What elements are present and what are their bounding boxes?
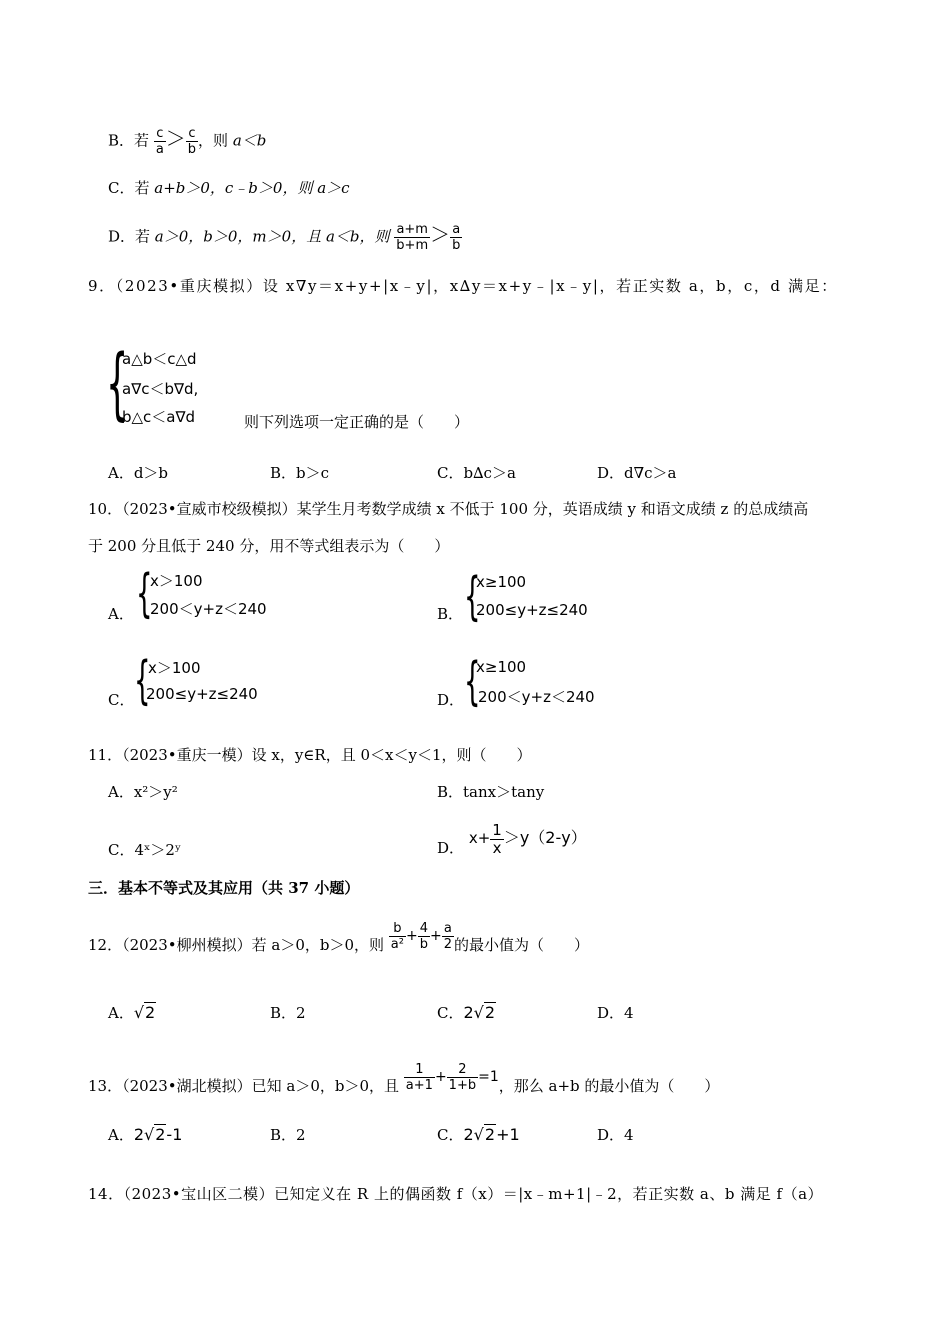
q11-option-b: B．tanx＞tany	[437, 783, 545, 801]
q10-system-c: { x＞100 200≤y+z≤240	[134, 651, 258, 711]
q11-option-a: A．x²＞y²	[108, 783, 178, 801]
q13-option-c: C．2√2+1	[437, 1125, 520, 1144]
brace-icon: {	[106, 339, 129, 429]
q9-option-b: B．b＞c	[270, 464, 330, 482]
q10-system-d: { x≥100 200＜y+z＜240	[464, 652, 595, 712]
q11-option-c: C．4ˣ＞2ʸ	[108, 841, 182, 859]
q12-option-b: B．2	[270, 1004, 306, 1022]
q9-option-a: A．d＞b	[108, 464, 169, 482]
q10-label-c: C．	[108, 691, 135, 709]
q8-option-d: D．若 a＞0，b＞0，m＞0，且 a＜b，则 $\frac{a+m}{b+m}$ ＞ $\frac{a}{b}$	[108, 222, 461, 253]
brace-icon: {	[464, 567, 481, 627]
brace-icon: {	[136, 564, 153, 624]
q10-system-a: { x＞100 200＜y+z＜240	[136, 564, 267, 624]
q13-option-d: D．4	[597, 1126, 634, 1144]
q13-option-b: B．2	[270, 1126, 306, 1144]
q8-option-b: B．若 $\frac{c}{a}$ ＞ $\frac{c}{b}$ ，则 a＜b	[108, 126, 267, 157]
q10-system-b: { x≥100 200≤y+z≤240	[464, 567, 588, 627]
q9-ask: 则下列选项一定正确的是（ ）	[244, 413, 470, 431]
q10-stem-line1: 10．（2023•宣威市校级模拟）某学生月考数学成绩 x 不低于 100 分，英语成绩 y 和语文成绩 z 的总成绩高	[88, 500, 809, 518]
q12-option-d: D．4	[597, 1004, 634, 1022]
q9-stem: 9．（2023•重庆模拟）设 x∇y＝x+y+|x﹣y|，x∆y＝x+y﹣|x﹣y|，若正实数 a，b，c，d 满足：	[88, 277, 838, 295]
q14-stem: 14．（2023•宝山区二模）已知定义在 R 上的偶函数 f（x）＝|x﹣m+1|﹣2，若正实数 a、b 满足 f（a）	[88, 1185, 824, 1203]
q11-stem: 11．（2023•重庆一模）设 x，y∈R，且 0＜x＜y＜1，则（ ）	[88, 746, 532, 764]
q10-label-a: A．	[108, 605, 134, 623]
brace-icon: {	[464, 652, 481, 712]
q9-option-d: D．d∇c＞a	[597, 464, 677, 482]
q11-option-d: D． x+ $\frac{1}{x}$ ＞y（2-y）	[437, 820, 587, 857]
section-3-heading: 三．基本不等式及其应用（共 37 小题）	[88, 879, 360, 897]
q12-option-c: C．2√2	[437, 1003, 496, 1022]
q8-option-c: C．若 a+b＞0，c﹣b＞0，则 a＞c	[108, 179, 350, 197]
q10-label-b: B．	[437, 605, 464, 623]
q12-stem: 12．（2023•柳州模拟）若 a＞0，b＞0，则 $\frac{b}{\text{a²}}$ + $\frac{4}{b}$ + $\frac{a}{2}$ 的最小值为（ ）	[88, 920, 590, 954]
q12-option-a: A．√2	[108, 1003, 156, 1022]
q13-stem: 13．（2023•湖北模拟）已知 a＞0，b＞0，且 $\frac{1}{a+1}$ + $\frac{2}{1+b}$ =1，那么 a+b 的最小值为（ ）	[88, 1061, 720, 1095]
q10-stem-line2: 于 200 分且低于 240 分，用不等式组表示为（ ）	[88, 537, 450, 555]
q9-option-c: C．b∆c＞a	[437, 464, 516, 482]
q9-system: { a△b＜c△d a∇c＜b∇d, b△c＜a∇d	[106, 339, 199, 429]
brace-icon: {	[134, 651, 151, 711]
q10-label-d: D．	[437, 691, 465, 709]
q13-option-a: A．2√2-1	[108, 1125, 183, 1144]
